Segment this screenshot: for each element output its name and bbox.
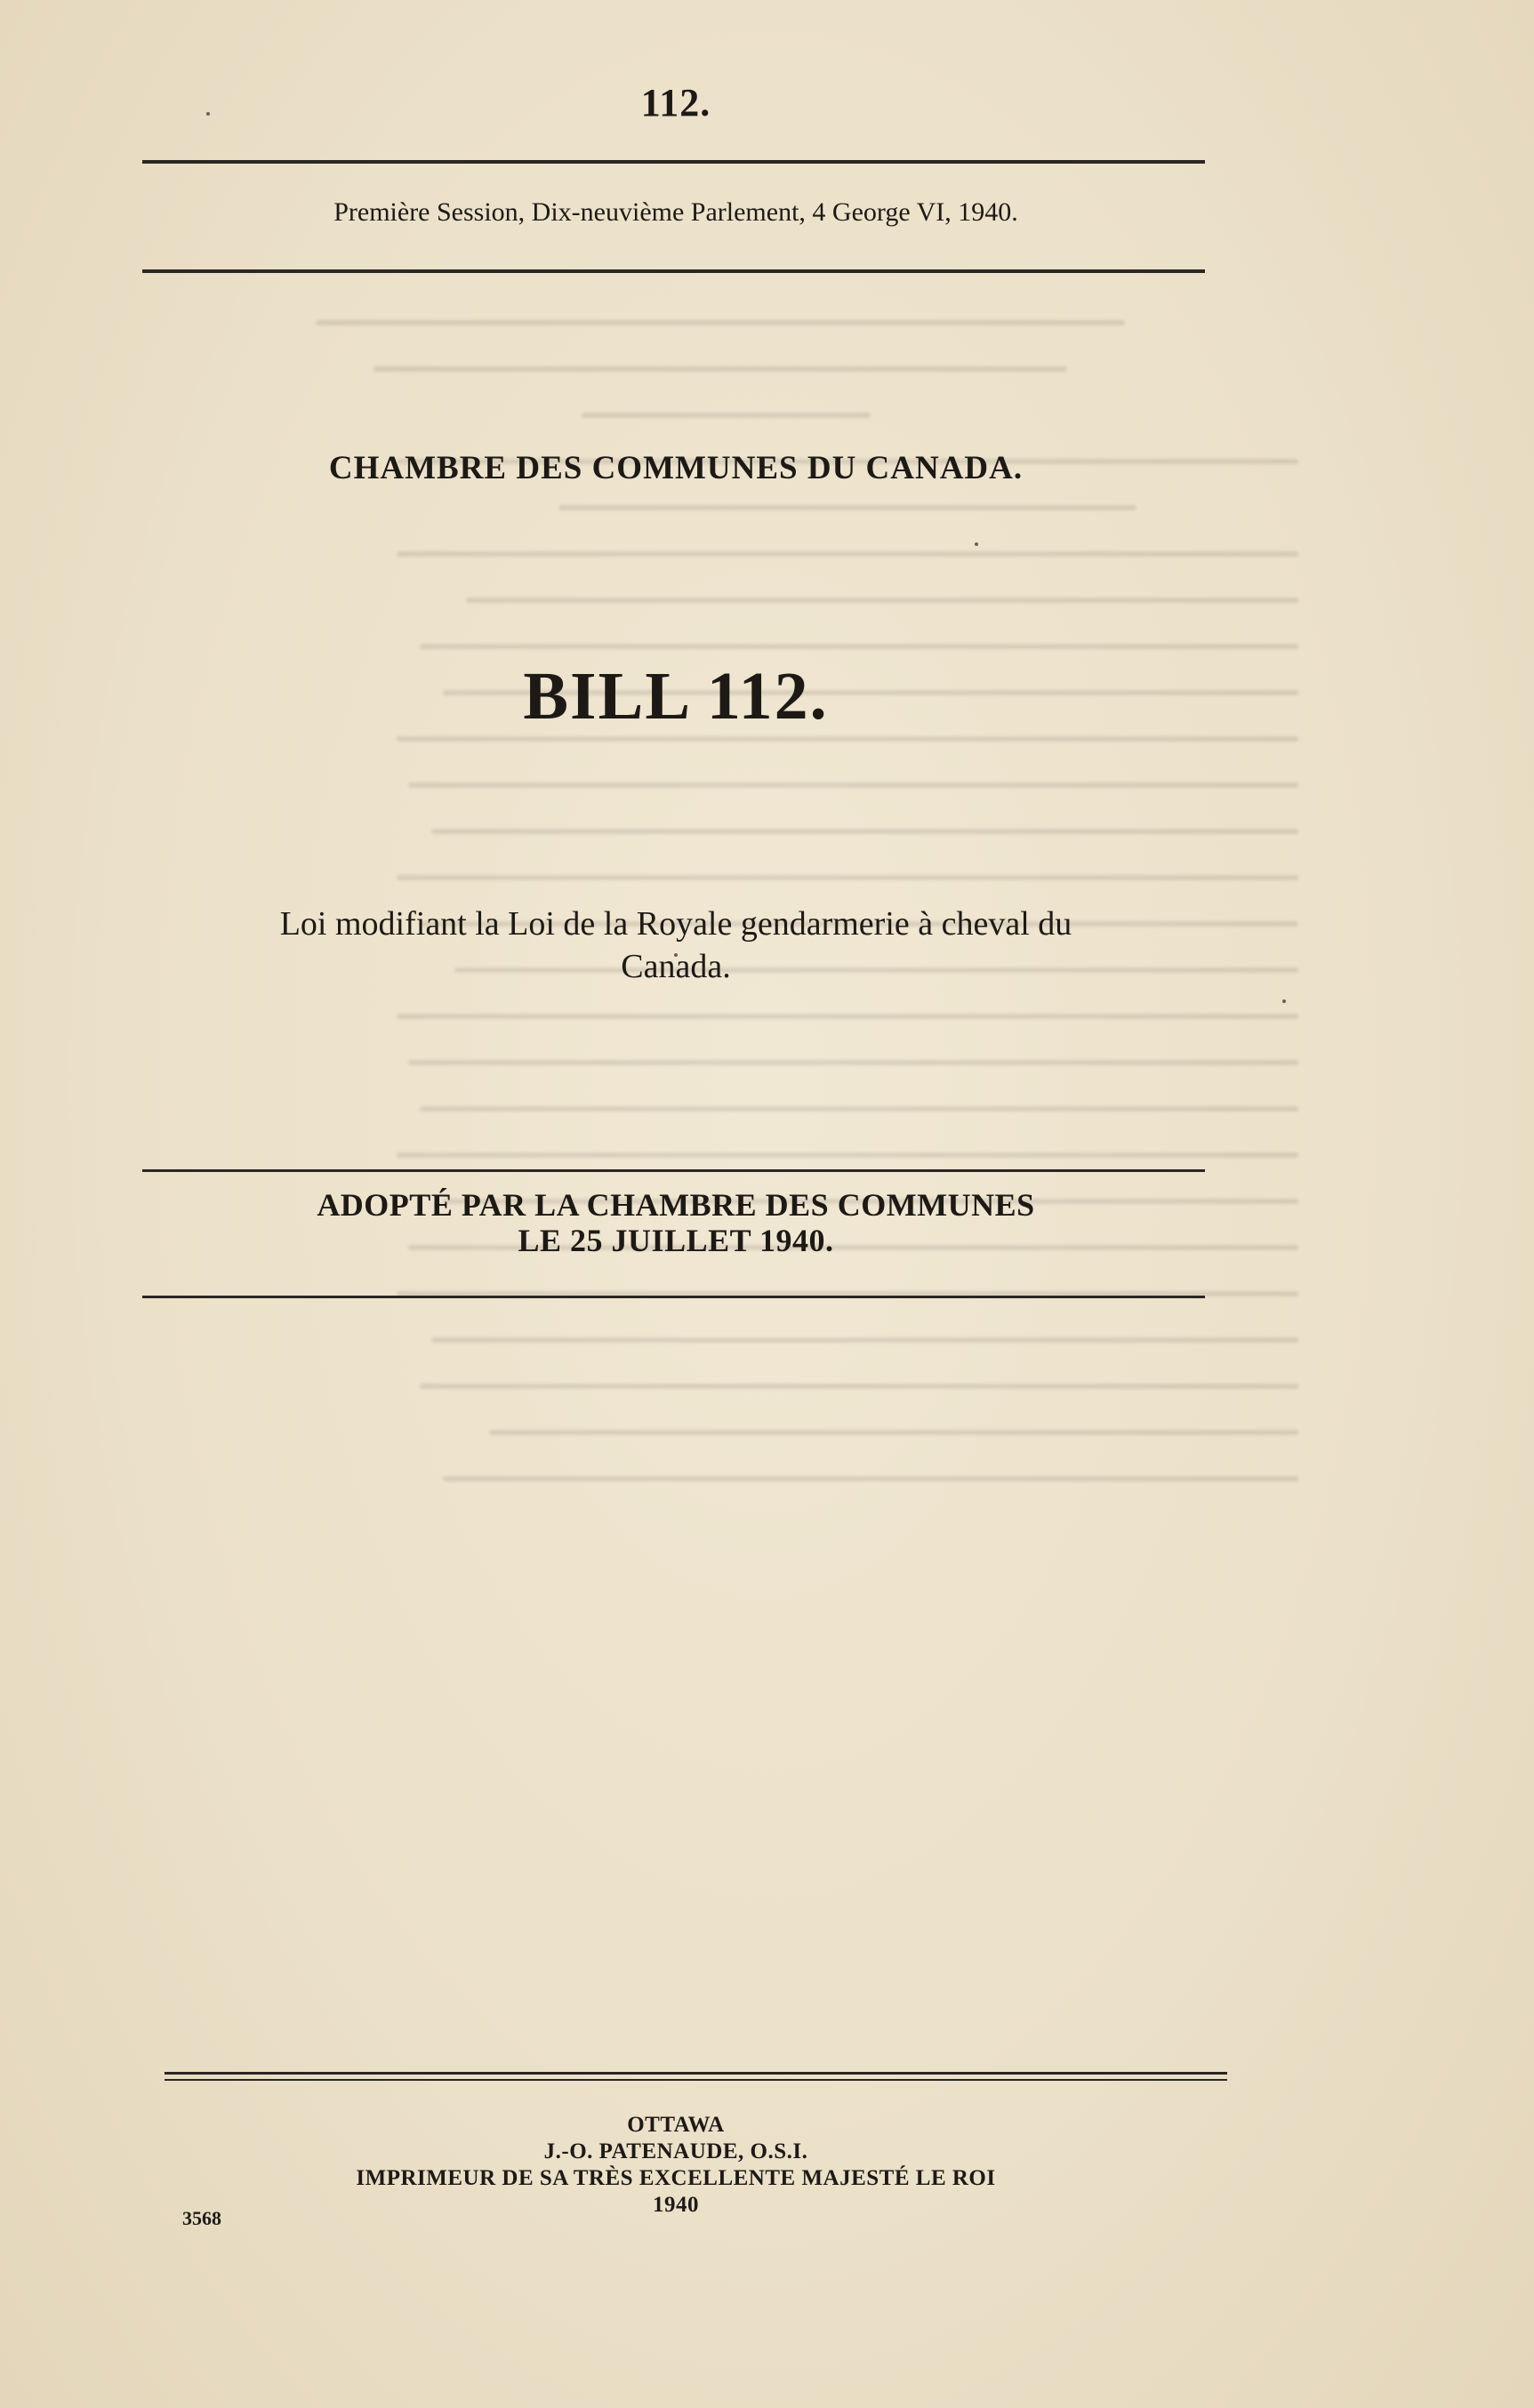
imprint-year: 1940 [653,2193,699,2217]
bill-title: BILL 112. [523,659,829,734]
adopted-notice [142,1187,1209,1258]
page-number: 112. [640,81,711,124]
header-bottom-rule [142,269,1205,273]
header-top-rule [142,160,1205,164]
bill-description-line-2: Canada. [621,948,731,985]
bleed-through-texture [142,320,1298,2010]
session-line: Première Session, Dix-neuvième Parlement, 4 George VI, 1940. [333,197,1018,227]
imprint-printer-title: IMPRIMEUR DE SA TRÈS EXCELLENTE MAJESTÉ LE ROI [356,2166,996,2190]
imprint-printer: J.-O. PATENAUDE, O.S.I. [543,2139,808,2163]
imprint-top-rule-1 [165,2072,1227,2075]
bill-description [142,903,1209,988]
paper-speck [1282,999,1286,1003]
paper-speck [975,542,978,546]
printer-imprint [142,2112,1209,2219]
imprint-city: OTTAWA [627,2113,725,2137]
adopted-top-rule [142,1169,1205,1172]
adopted-bottom-rule [142,1296,1205,1298]
adopted-line-2: LE 25 JUILLET 1940. [518,1223,834,1258]
adopted-line-1: ADOPTÉ PAR LA CHAMBRE DES COMMUNES [317,1187,1035,1223]
print-code: 3568 [182,2207,221,2229]
imprint-top-rule-2 [165,2079,1227,2081]
bill-description-line-1: Loi modifiant la Loi de la Royale gendarmerie à cheval du [279,905,1072,943]
house-title: CHAMBRE DES COMMUNES DU CANADA. [328,450,1024,486]
